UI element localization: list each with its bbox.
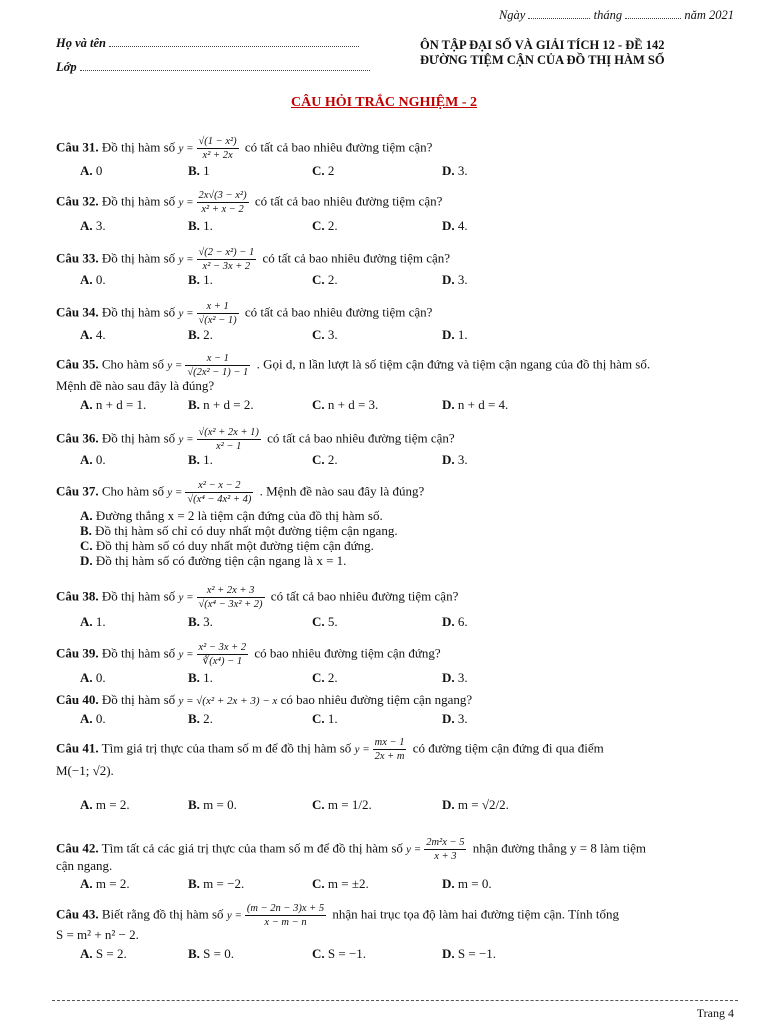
question-text: Đồ thị hàm số (101, 430, 176, 446)
question-text: Đồ thị hàm số (101, 588, 176, 604)
option-letter: A. (80, 614, 93, 629)
answer-option[interactable] (80, 523, 398, 538)
option-text: 3. (324, 327, 338, 342)
answer-option[interactable] (442, 163, 468, 179)
option-text: n + d = 4. (454, 397, 509, 412)
option-text: 3. (199, 614, 213, 629)
option-text: 3. (92, 218, 106, 233)
option-text: m = 2. (92, 797, 130, 812)
option-text: 3. (454, 670, 468, 685)
option-letter: D. (442, 614, 455, 629)
option-letter: C. (312, 163, 325, 178)
fraction-numerator: x − 1 (185, 352, 250, 366)
fraction-numerator: x² − 3x + 2 (198, 642, 247, 653)
option-text: 1. (454, 327, 468, 342)
option-text: 1 (199, 163, 210, 178)
page-number: Trang 4 (696, 1006, 734, 1020)
option-text: Đồ thị hàm số có duy nhất một đường tiệm cận đứng. (92, 538, 374, 553)
option-text: 2. (324, 272, 338, 287)
ho-va-ten-label: Họ và tên (56, 36, 106, 50)
answer-options (80, 327, 700, 343)
option-letter: D. (442, 876, 455, 891)
option-letter: C. (312, 614, 325, 629)
question-continuation: Mệnh đề nào sau đây là đúng? (56, 378, 215, 393)
answer-option[interactable] (312, 327, 338, 343)
option-letter: D. (442, 797, 455, 812)
question-text: có tất cả bao nhiêu đường tiệm cận? (267, 588, 459, 604)
date-line (499, 8, 734, 23)
question-text: Đồ thị hàm số (101, 250, 176, 266)
fraction-denominator: x − m − n (264, 917, 307, 928)
answer-option[interactable] (80, 272, 106, 288)
option-letter: B. (188, 272, 200, 287)
fraction-denominator: ∛(x⁴) − 1 (202, 656, 243, 667)
option-letter: B. (188, 946, 200, 961)
option-letter: B. (188, 163, 200, 178)
option-text: 2. (324, 452, 338, 467)
function-fraction (197, 584, 265, 611)
option-letter: C. (312, 272, 325, 287)
question-label: Câu 33. (56, 250, 99, 266)
option-letter: A. (80, 876, 93, 891)
answer-option[interactable] (442, 614, 468, 630)
answer-option[interactable] (312, 946, 366, 962)
answer-option[interactable] (442, 946, 496, 962)
question-stem (56, 692, 738, 709)
answer-option[interactable] (188, 711, 213, 727)
option-text: 3. (454, 452, 468, 467)
question-label: Câu 36. (56, 430, 99, 446)
answer-option[interactable] (188, 797, 237, 813)
option-text: S = 2. (92, 946, 127, 961)
function-fraction (245, 902, 326, 929)
answer-option[interactable] (80, 797, 130, 813)
question-text: có tất cả bao nhiêu đường tiệm cận? (241, 304, 433, 320)
function-fraction (197, 135, 239, 162)
question-stem (56, 189, 738, 216)
option-text: n + d = 3. (324, 397, 379, 412)
function-fraction (197, 189, 249, 216)
question-stem (56, 736, 738, 763)
option-text: 2. (324, 218, 338, 233)
question-label: Câu 37. (56, 483, 99, 499)
fraction-numerator: √(2 − x²) − 1 (198, 247, 255, 258)
option-letter: D. (442, 711, 455, 726)
function-fraction (197, 426, 261, 453)
option-text: m = ±2. (324, 876, 369, 891)
option-letter: D. (80, 553, 93, 568)
answer-option[interactable] (312, 397, 378, 413)
section-title: CÂU HỎI TRẮC NGHIỆM - 2 (290, 95, 478, 110)
option-text: S = −1. (454, 946, 497, 961)
option-text: m = 0. (454, 876, 492, 891)
question-continuation: M(−1; √2). (56, 763, 114, 778)
option-text: 6. (454, 614, 468, 629)
question-text: Cho hàm số (101, 483, 164, 499)
question-text: có tất cả bao nhiêu đường tiệm cận? (259, 250, 451, 266)
question-stem (56, 641, 738, 668)
answer-option[interactable] (80, 876, 130, 892)
option-letter: C. (312, 218, 325, 233)
answer-option[interactable] (188, 272, 213, 288)
question-label: Câu 40. (56, 692, 99, 707)
option-letter: D. (442, 327, 455, 342)
question-label: Câu 34. (56, 304, 99, 320)
option-letter: A. (80, 452, 93, 467)
option-text: 2. (324, 670, 338, 685)
function-fraction (373, 736, 407, 763)
option-letter: C. (312, 327, 325, 342)
answer-option[interactable] (188, 876, 244, 892)
answer-option[interactable] (312, 670, 338, 686)
option-letter: B. (188, 218, 200, 233)
fraction-numerator: 2x√(3 − x²) (198, 190, 247, 201)
footer-divider (52, 1000, 738, 1001)
option-letter: B. (188, 797, 200, 812)
fraction-denominator: √(2x² − 1) − 1 (187, 367, 249, 378)
option-letter: A. (80, 797, 93, 812)
fraction-denominator: √(x⁴ − 3x² + 2) (198, 599, 263, 610)
option-text: S = 0. (199, 946, 234, 961)
answer-options (80, 946, 700, 962)
option-letter: B. (188, 327, 200, 342)
fraction-numerator: x + 1 (197, 300, 239, 314)
function-name: y = (178, 196, 194, 209)
question-stem (56, 479, 738, 506)
question-label: Câu 41. (56, 740, 99, 756)
fraction-denominator: x² − 1 (216, 441, 242, 452)
function-fraction (185, 352, 250, 379)
option-letter: C. (312, 670, 325, 685)
question-text: Cho hàm số (101, 356, 164, 372)
option-letter: B. (188, 614, 200, 629)
answer-option[interactable] (188, 327, 213, 343)
answer-option[interactable] (188, 163, 210, 179)
answer-option[interactable] (442, 272, 468, 288)
answer-option[interactable] (80, 711, 106, 727)
answer-options (80, 218, 700, 234)
question-text: nhận hai trục tọa độ làm hai đường tiệm cận. Tính tổng (329, 906, 619, 922)
question-text: Tìm giá trị thực của tham số m để đồ thị hàm số (101, 740, 352, 756)
option-text: 0. (92, 272, 106, 287)
answer-option[interactable] (312, 876, 369, 892)
option-text: 3. (454, 272, 468, 287)
fraction-numerator: mx − 1 (374, 737, 405, 748)
question-text: nhận đường thẳng y = 8 làm tiệm (469, 840, 646, 856)
answer-option[interactable] (442, 327, 468, 343)
question-stem (56, 902, 738, 929)
option-letter: A. (80, 508, 93, 523)
question-text: có bao nhiêu đường tiệm cận ngang? (277, 692, 473, 707)
option-text: 3. (454, 163, 468, 178)
answer-option[interactable] (80, 452, 106, 468)
fraction-denominator: x² − 3x + 2 (202, 261, 251, 272)
option-text: m = −2. (199, 876, 245, 891)
question-text: có bao nhiêu đường tiệm cận đứng? (251, 645, 441, 661)
option-text: S = −1. (324, 946, 367, 961)
answer-options (80, 397, 700, 413)
option-text: n + d = 2. (199, 397, 254, 412)
dotted-fill (625, 9, 681, 19)
option-letter: C. (312, 946, 325, 961)
answer-option[interactable] (312, 163, 334, 179)
answer-options (80, 614, 700, 630)
option-text: Đồ thị hàm số có đường tiện cận ngang là x = 1. (92, 553, 347, 568)
answer-option[interactable] (188, 670, 213, 686)
function-name: y = (406, 843, 422, 856)
answer-options (80, 163, 700, 179)
answer-option[interactable] (188, 946, 234, 962)
answer-option[interactable] (312, 272, 338, 288)
dotted-fill (528, 9, 590, 19)
answer-option[interactable] (80, 327, 106, 343)
option-text: 1. (199, 218, 213, 233)
date-thang-label: tháng (593, 8, 623, 22)
option-text: m = 2. (92, 876, 130, 891)
option-letter: D. (442, 397, 455, 412)
fraction-denominator: x² + x − 2 (201, 204, 244, 215)
option-letter: A. (80, 670, 93, 685)
answer-option[interactable] (80, 946, 127, 962)
question-stem (56, 584, 738, 611)
function-name: y = (178, 591, 194, 604)
answer-options (80, 452, 700, 468)
question-text: có tất cả bao nhiêu đường tiệm cận? (241, 139, 433, 155)
option-text: 1. (199, 670, 213, 685)
option-text: 1. (199, 272, 213, 287)
fraction-numerator: x² − x − 2 (185, 479, 253, 493)
option-letter: D. (442, 670, 455, 685)
option-letter: A. (80, 946, 93, 961)
question-text: Đồ thị hàm số (101, 139, 176, 155)
question-text: . Mệnh đề nào sau đây là đúng? (256, 483, 425, 499)
answer-option[interactable] (80, 508, 398, 523)
answer-option[interactable] (312, 218, 338, 234)
question-stem (56, 246, 738, 273)
question-label: Câu 38. (56, 588, 99, 604)
option-letter: B. (188, 670, 200, 685)
function-name: y = (354, 743, 370, 756)
answer-option[interactable] (80, 538, 398, 553)
option-text: m = √2/2. (454, 797, 509, 812)
option-text: 0. (92, 670, 106, 685)
option-letter: A. (80, 327, 93, 342)
option-text: 2. (199, 327, 213, 342)
exam-title-line2: ĐƯỜNG TIỆM CẬN CỦA ĐỒ THỊ HÀM SỐ (420, 53, 665, 67)
answer-options (80, 670, 700, 686)
question-text: Biết rằng đồ thị hàm số (101, 906, 224, 922)
function-name: y = (178, 307, 194, 320)
option-letter: B. (188, 397, 200, 412)
fraction-denominator: 2x + m (374, 751, 405, 762)
answer-option[interactable] (442, 452, 468, 468)
answer-option[interactable] (80, 614, 106, 630)
option-letter: B. (188, 876, 200, 891)
question-text: Tìm tất cả các giá trị thực của tham số m để đồ thị hàm số (101, 840, 403, 856)
name-fill-line (109, 37, 359, 47)
option-text: 4. (454, 218, 468, 233)
answer-option[interactable] (188, 218, 213, 234)
option-text: 1. (92, 614, 106, 629)
question-text: có đường tiệm cận đứng đi qua điểm (409, 740, 604, 756)
answer-option[interactable] (188, 452, 213, 468)
function-name: y = (167, 486, 183, 499)
option-text: 1. (324, 711, 338, 726)
option-text: 0 (92, 163, 103, 178)
lop-label: Lớp (56, 60, 77, 74)
fraction-numerator: √(1 − x²) (198, 136, 237, 147)
question-text: Đồ thị hàm số (101, 692, 176, 707)
option-letter: D. (442, 946, 455, 961)
question-text: có tất cả bao nhiêu đường tiệm cận? (263, 430, 455, 446)
question-label: Câu 43. (56, 906, 99, 922)
exam-title (420, 38, 665, 68)
question-label: Câu 35. (56, 356, 99, 372)
question-label: Câu 32. (56, 193, 99, 209)
class-fill-line (80, 61, 370, 71)
answer-option[interactable] (442, 397, 508, 413)
answer-options (80, 272, 700, 288)
option-letter: B. (188, 711, 200, 726)
question-stem (56, 426, 738, 453)
answer-list (80, 508, 398, 568)
question-stem (56, 352, 738, 379)
question-label: Câu 42. (56, 840, 99, 856)
exam-title-line1: ÔN TẬP ĐẠI SỐ VÀ GIẢI TÍCH 12 - ĐỀ 142 (420, 38, 665, 52)
fraction-denominator: x² + 2x (202, 150, 233, 161)
date-nam-label: năm 2021 (684, 8, 734, 22)
option-text: 1. (199, 452, 213, 467)
option-letter: C. (312, 452, 325, 467)
question-text: Đồ thị hàm số (101, 304, 176, 320)
answer-option[interactable] (442, 876, 492, 892)
function-name: y = (178, 433, 194, 446)
option-letter: C. (312, 711, 325, 726)
answer-options (80, 876, 700, 892)
option-letter: C. (312, 797, 325, 812)
option-letter: D. (442, 218, 455, 233)
option-text: m = 1/2. (324, 797, 372, 812)
fraction-denominator: √(x² − 1) (198, 315, 237, 326)
option-text: Đường thẳng x = 2 là tiệm cận đứng của đồ thị hàm số. (92, 508, 383, 523)
option-text: 5. (324, 614, 338, 629)
question-text: . Gọi d, n lần lượt là số tiệm cận đứng và tiệm cận ngang của đồ thị hàm số. (253, 356, 651, 372)
answer-option[interactable] (80, 218, 106, 234)
function-name: y = (178, 253, 194, 266)
option-letter: B. (188, 452, 200, 467)
answer-option[interactable] (80, 163, 102, 179)
fraction-denominator: √(x⁴ − 4x² + 4) (187, 494, 252, 505)
question-label: Câu 39. (56, 645, 99, 661)
answer-option[interactable] (442, 797, 509, 813)
student-info (56, 36, 370, 84)
function-fraction (197, 246, 257, 273)
option-text: 0. (92, 711, 106, 726)
option-text: 0. (92, 452, 106, 467)
answer-option[interactable] (312, 711, 338, 727)
fraction-denominator: x + 3 (434, 851, 457, 862)
answer-options (80, 711, 700, 727)
option-letter: B. (80, 523, 92, 538)
question-text: Đồ thị hàm số (101, 193, 176, 209)
function-name: y = (226, 909, 242, 922)
fraction-numerator: (m − 2n − 3)x + 5 (246, 903, 325, 914)
question-stem (56, 300, 738, 327)
fraction-numerator: 2m²x − 5 (426, 837, 465, 848)
function-name: y = (178, 648, 194, 661)
answer-option[interactable] (80, 670, 106, 686)
option-letter: C. (80, 538, 93, 553)
option-letter: A. (80, 711, 93, 726)
option-letter: A. (80, 163, 93, 178)
option-letter: D. (442, 452, 455, 467)
question-continuation: S = m² + n² − 2. (56, 927, 139, 942)
answer-option[interactable] (312, 797, 372, 813)
answer-option[interactable] (442, 670, 468, 686)
function-expression: y = √(x² + 2x + 3) − x (178, 695, 278, 707)
answer-option[interactable] (442, 218, 468, 234)
function-fraction (197, 641, 249, 668)
option-letter: C. (312, 876, 325, 891)
option-letter: C. (312, 397, 325, 412)
fraction-numerator: x² + 2x + 3 (197, 584, 265, 598)
answer-option[interactable] (188, 397, 254, 413)
function-name: y = (178, 142, 194, 155)
option-text: n + d = 1. (92, 397, 147, 412)
option-letter: A. (80, 397, 93, 412)
answer-options (80, 797, 700, 813)
question-label: Câu 31. (56, 139, 99, 155)
option-text: 3. (454, 711, 468, 726)
option-text: Đồ thị hàm số chỉ có duy nhất một đường tiệm cận ngang. (91, 523, 398, 538)
function-fraction (197, 300, 239, 327)
option-text: 4. (92, 327, 106, 342)
answer-option[interactable] (312, 614, 338, 630)
option-text: 2 (324, 163, 335, 178)
question-text: có tất cả bao nhiêu đường tiệm cận? (251, 193, 443, 209)
answer-option[interactable] (188, 614, 213, 630)
option-letter: A. (80, 272, 93, 287)
function-name: y = (167, 359, 183, 372)
answer-option[interactable] (442, 711, 468, 727)
question-continuation: cận ngang. (56, 858, 113, 873)
option-letter: D. (442, 163, 455, 178)
fraction-numerator: √(x² + 2x + 1) (198, 427, 259, 438)
option-letter: A. (80, 218, 93, 233)
option-text: 2. (199, 711, 213, 726)
answer-option[interactable] (80, 397, 146, 413)
question-text: Đồ thị hàm số (101, 645, 176, 661)
option-letter: D. (442, 272, 455, 287)
date-ngay-label: Ngày (498, 8, 526, 22)
answer-option[interactable] (80, 553, 398, 568)
option-text: m = 0. (199, 797, 237, 812)
answer-option[interactable] (312, 452, 338, 468)
function-fraction (185, 479, 253, 506)
question-stem (56, 135, 738, 162)
